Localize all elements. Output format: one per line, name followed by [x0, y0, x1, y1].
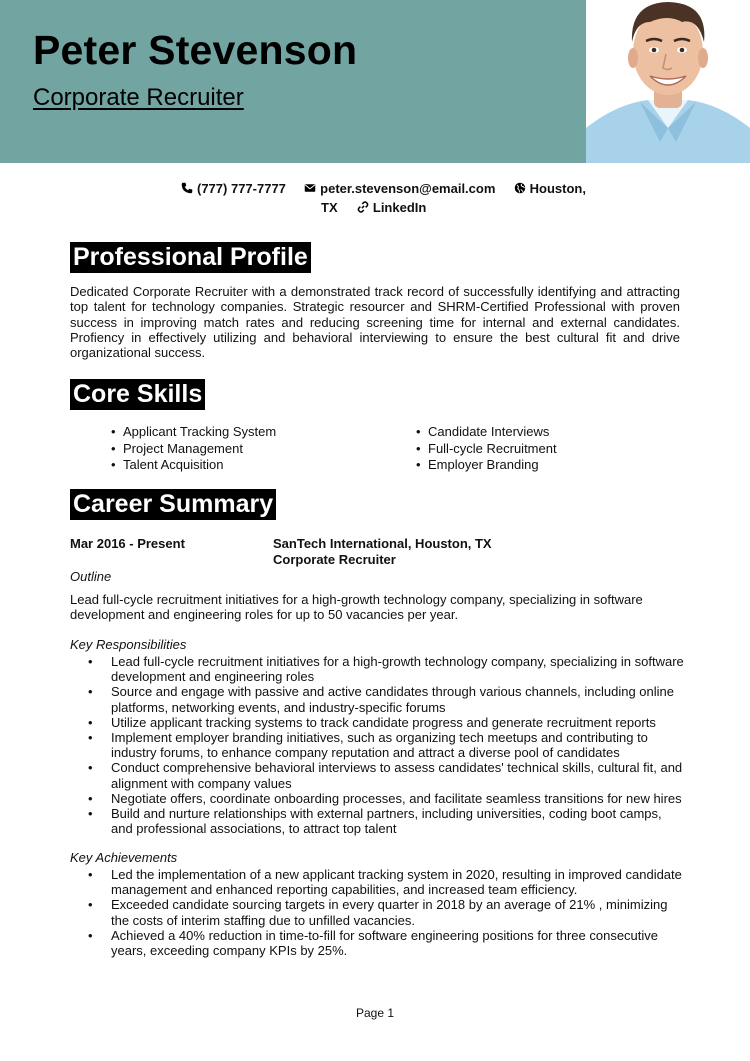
- profile-summary: Dedicated Corporate Recruiter with a demonstrated track record of successfully identifying and attracting top talent for technology companies. Strategic resourcer and SHRM-Certified Professional with proven success in improving match rates and reducing screening time for internal and external candidates. Profiency in effectively utilizing and behavioral interviewing to ensure the best cultural fit and drive organizational success.: [70, 284, 680, 361]
- linkedin-text: LinkedIn: [372, 200, 427, 215]
- skill-item: • Full-cycle Recruitment: [416, 441, 557, 458]
- achievement-item: • Led the implementation of a new applicant tracking system in 2020, resulting in improved candidate management and enhanced reporting capabilities, and increased team efficiency.: [88, 867, 684, 897]
- email-text: peter.stevenson@email.com: [320, 181, 496, 196]
- skill-item: • Project Management: [111, 441, 276, 458]
- skill-item: • Employer Branding: [416, 457, 557, 474]
- phone-icon: [181, 182, 193, 194]
- achievement-item: • Achieved a 40% reduction in time-to-fill for software engineering positions for three consecutive years, exceeding company KPIs by 25%.: [88, 928, 684, 958]
- responsibility-item: • Utilize applicant tracking systems to track candidate progress and generate recruitment reports: [88, 715, 684, 730]
- profile-photo-illustration: [586, 0, 750, 163]
- responsibilities-label: Key Responsibilities: [70, 637, 187, 652]
- location-text-1: Houston,: [529, 181, 586, 196]
- phone-text: (777) 777-7777: [197, 181, 286, 196]
- job-company: SanTech International, Houston, TX: [273, 536, 492, 551]
- achievements-list: [88, 867, 684, 958]
- job-role: Corporate Recruiter: [273, 551, 396, 567]
- contact-line-1: [181, 181, 586, 196]
- achievement-item: • Exceeded candidate sourcing targets in every quarter in 2018 by an average of 21% , minimizing the costs of interim staffing due to unfilled vacancies.: [88, 897, 684, 927]
- contact-phone[interactable]: [181, 181, 290, 196]
- location-text-2: TX: [321, 200, 338, 215]
- job-employer: [273, 536, 492, 567]
- contact-linkedin[interactable]: [357, 200, 426, 215]
- section-heading-career: Career Summary: [70, 489, 276, 520]
- skills-list-right: [416, 424, 557, 474]
- responsibilities-list: [88, 654, 684, 836]
- contact-line-2: [321, 200, 426, 215]
- globe-icon: [514, 182, 526, 194]
- outline-label: Outline: [70, 569, 112, 584]
- responsibility-item: • Source and engage with passive and active candidates through various channels, including online platforms, networking events, and industry-specific forums: [88, 684, 684, 714]
- profile-photo: [586, 0, 750, 163]
- responsibility-item: • Build and nurture relationships with external partners, including universities, coding boot camps, and professional associations, to attract top talent: [88, 806, 684, 836]
- envelope-icon: [304, 182, 316, 194]
- responsibility-item: • Negotiate offers, coordinate onboarding processes, and facilitate seamless transitions for new hires: [88, 791, 684, 806]
- contact-email[interactable]: [304, 181, 499, 196]
- responsibility-item: • Implement employer branding initiatives, such as organizing tech meetups and contributing to industry forums, to enhance company reputation and attract a diverse pool of candidates: [88, 730, 684, 760]
- skills-list-left: [111, 424, 276, 474]
- section-heading-profile: Professional Profile: [70, 242, 311, 273]
- responsibility-item: • Lead full-cycle recruitment initiatives for a high-growth technology company, specializing in software development and engineering roles: [88, 654, 684, 684]
- skill-item: • Applicant Tracking System: [111, 424, 276, 441]
- contact-location: [514, 181, 586, 196]
- job-dates: Mar 2016 - Present: [70, 536, 185, 551]
- skill-item: • Talent Acquisition: [111, 457, 276, 474]
- achievements-label: Key Achievements: [70, 850, 178, 865]
- link-icon: [357, 201, 369, 213]
- skill-item: • Candidate Interviews: [416, 424, 557, 441]
- outline-text: Lead full-cycle recruitment initiatives for a high-growth technology company, specializing in software development and engineering roles for up to 50 vacancies per year.: [70, 592, 643, 623]
- responsibility-item: • Conduct comprehensive behavioral interviews to assess candidates' technical skills, cultural fit, and alignment with company values: [88, 760, 684, 790]
- page-number: Page 1: [355, 1006, 395, 1020]
- header-band: [0, 0, 586, 163]
- section-heading-skills: Core Skills: [70, 379, 205, 410]
- candidate-title: Corporate Recruiter: [33, 84, 244, 111]
- candidate-name: Peter Stevenson: [33, 27, 358, 73]
